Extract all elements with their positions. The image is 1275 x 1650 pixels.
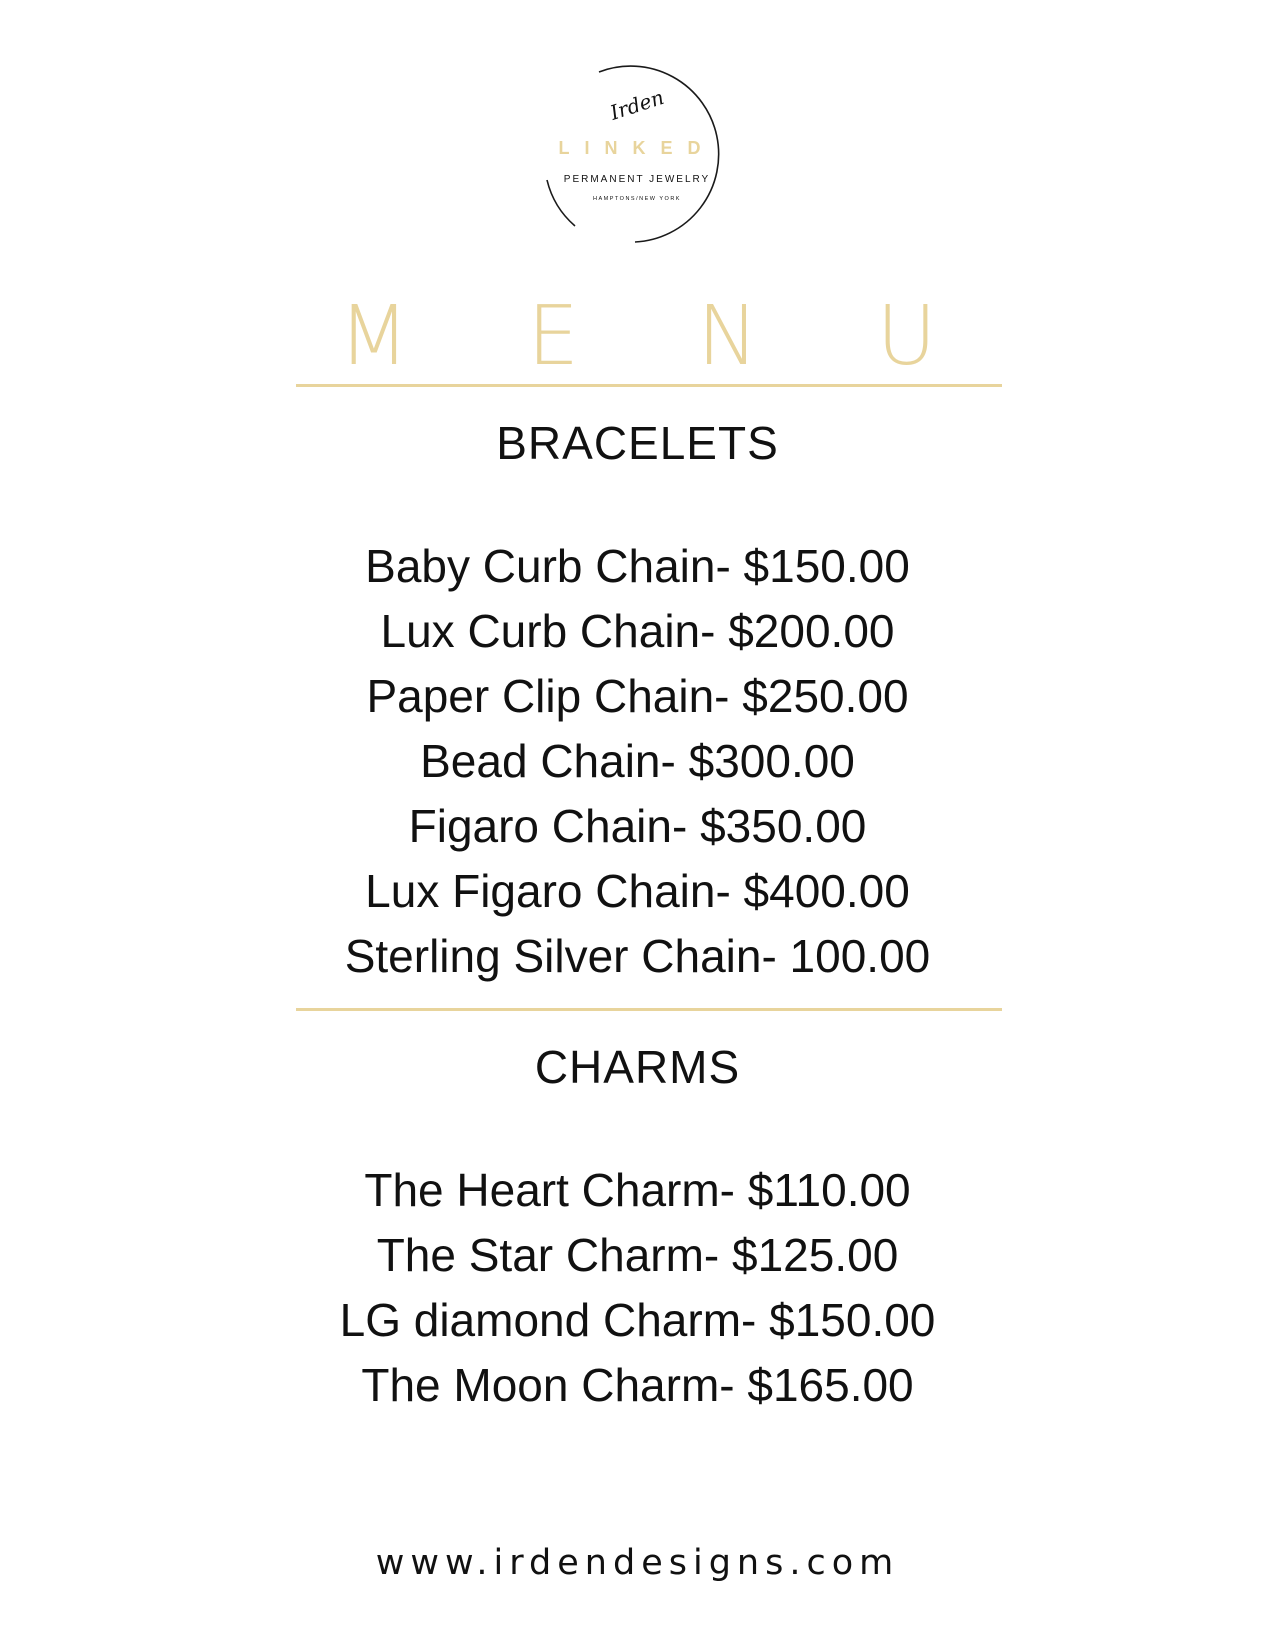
website-link[interactable]: www.irdendesigns.com bbox=[375, 1543, 900, 1583]
logo-mark bbox=[537, 58, 737, 258]
logo-name: LINKED bbox=[558, 138, 716, 158]
list-item: Bead Chain- $300.00 bbox=[420, 735, 855, 787]
logo-ring-left bbox=[547, 180, 575, 226]
logo-location: HAMPTONS/NEW YORK bbox=[593, 196, 681, 202]
list-item: Sterling Silver Chain- 100.00 bbox=[344, 930, 931, 982]
charms-list bbox=[0, 1158, 1275, 1418]
charms-heading: CHARMS bbox=[534, 1041, 741, 1093]
list-item: The Moon Charm- $165.00 bbox=[361, 1359, 914, 1411]
list-item: The Star Charm- $125.00 bbox=[376, 1229, 899, 1281]
list-item: Lux Curb Chain- $200.00 bbox=[380, 605, 895, 657]
list-item: Baby Curb Chain- $150.00 bbox=[365, 540, 910, 592]
list-item: Paper Clip Chain- $250.00 bbox=[366, 670, 909, 722]
list-item: LG diamond Charm- $150.00 bbox=[339, 1294, 936, 1346]
brand-logo bbox=[537, 58, 737, 258]
logo-tagline: PERMANENT JEWELRY bbox=[563, 174, 711, 185]
list-item: Lux Figaro Chain- $400.00 bbox=[365, 865, 910, 917]
list-item: Figaro Chain- $350.00 bbox=[408, 800, 867, 852]
list-item: The Heart Charm- $110.00 bbox=[364, 1164, 911, 1216]
divider-top bbox=[296, 384, 1002, 387]
bracelets-list bbox=[0, 534, 1275, 989]
menu-title: M E N U bbox=[338, 289, 983, 384]
bracelets-heading: BRACELETS bbox=[496, 417, 779, 469]
logo-signature: Irden bbox=[607, 84, 667, 125]
divider-middle bbox=[296, 1008, 1002, 1011]
